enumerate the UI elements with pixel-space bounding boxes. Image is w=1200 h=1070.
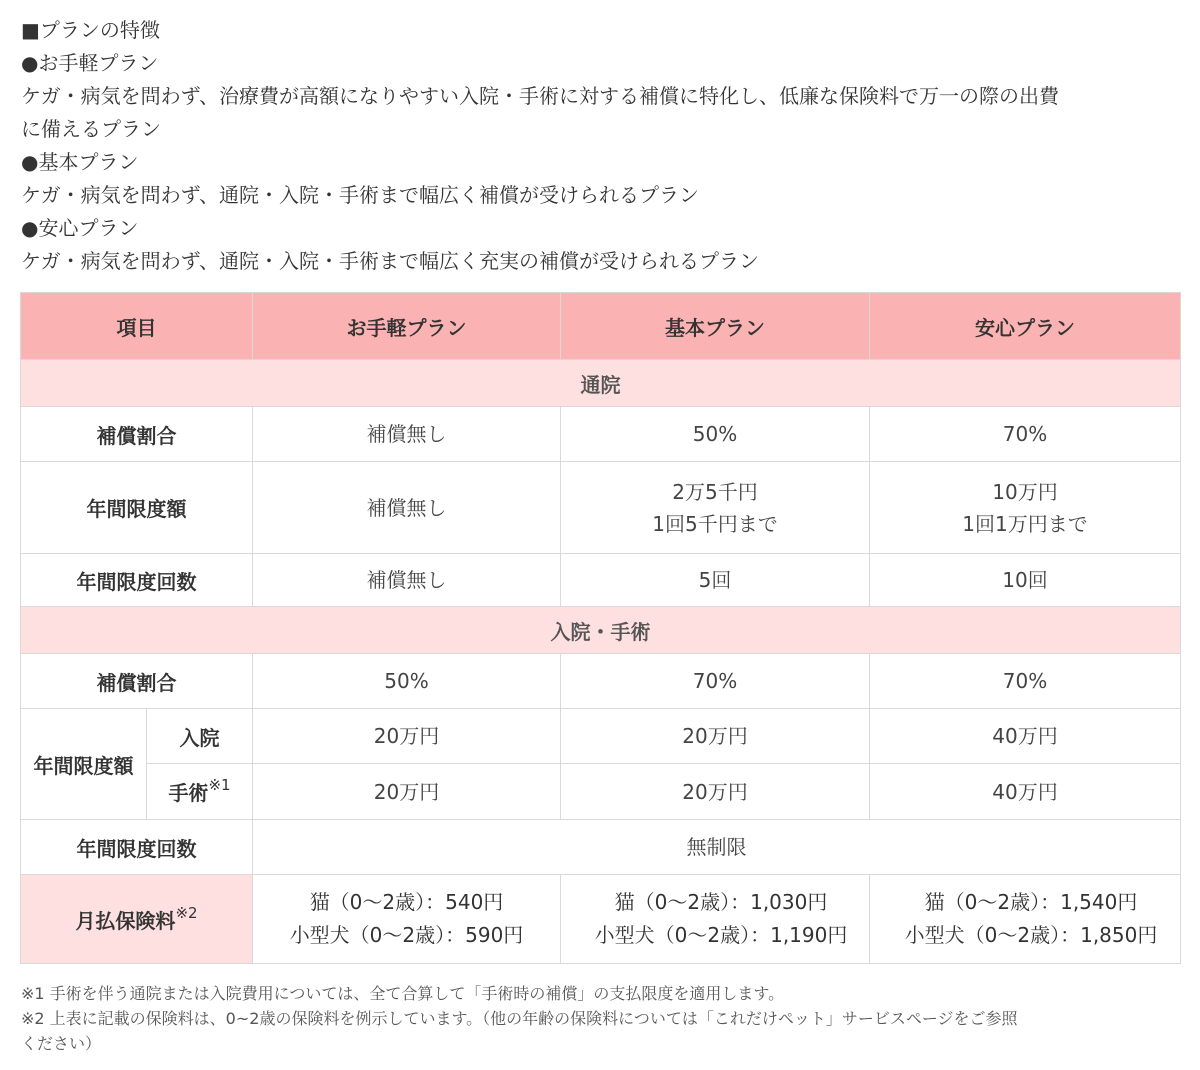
surgery-label-text: 手術: [168, 781, 209, 805]
plan-features-intro: [21, 14, 1181, 278]
plan1-description-line1: ケガ・病気を問わず、治療費が高額になりやすい入院・手術に対する補償に特化し、低廉な保険料で万一の際の出費: [21, 84, 1059, 108]
cell-value: 20万円: [561, 764, 870, 820]
cell-value: [253, 462, 561, 554]
table-row: [21, 654, 1181, 709]
row-label-outpatient-count: 年間限度回数: [21, 554, 253, 607]
table-header-row: [21, 293, 1181, 360]
plan1-description-line2: に備えるプラン: [21, 117, 161, 141]
cell-value: 補償無し: [253, 554, 561, 607]
cell-value: 40万円: [870, 764, 1181, 820]
features-heading: ■プランの特徴: [21, 18, 160, 42]
table-row: [21, 554, 1181, 607]
table-row: [21, 462, 1181, 554]
table-row: [21, 407, 1181, 462]
note-mark: ※2: [175, 903, 198, 922]
section-inpatient-surgery: 入院・手術: [21, 607, 1181, 654]
cell-value: 70%: [870, 654, 1181, 709]
plan3-title: ●安心プラン: [21, 216, 139, 240]
table-row-premium: [21, 875, 1181, 964]
cell-value: 補償無し: [253, 407, 561, 462]
cell-value: 20万円: [253, 709, 561, 764]
premium-label-text: 月払保険料: [75, 908, 176, 933]
premium-small-dog: 小型犬（0〜2歳）：1,190円: [594, 923, 848, 947]
cell-line: 1回5千円まで: [652, 511, 778, 536]
premium-cat: 猫（0〜2歳）：1,030円: [614, 890, 828, 914]
row-label-outpatient-ratio: 補償割合: [21, 407, 253, 462]
premium-cat: 猫（0〜2歳）：540円: [309, 890, 504, 914]
table-row: [21, 709, 1181, 764]
section-outpatient: 通院: [21, 360, 1181, 407]
section-row-outpatient: [21, 360, 1181, 407]
cell-value: 20万円: [253, 764, 561, 820]
cell-value: 5回: [561, 554, 870, 607]
row-label-monthly-premium: [21, 875, 253, 964]
footnote-2-line1: ※2 上表に記載の保険料は、0~2歳の保険料を例示しています。（他の年齢の保険料については「これだけペット」サービスページをご参照: [21, 1009, 1018, 1028]
premium-small-dog: 小型犬（0〜2歳）：590円: [289, 923, 524, 947]
cell-value: 70%: [561, 654, 870, 709]
row-label-inpatient-count: 年間限度回数: [21, 820, 253, 875]
footnote-2-line2: ください）: [21, 1034, 102, 1053]
section-row-inpatient: [21, 607, 1181, 654]
cell-line: 10万円: [992, 479, 1058, 504]
cell-value: 70%: [870, 407, 1181, 462]
cell-value: 20万円: [561, 709, 870, 764]
plan2-title: ●基本プラン: [21, 150, 139, 174]
premium-cell-premium: [870, 875, 1181, 964]
row-label-inpatient-ratio: 補償割合: [21, 654, 253, 709]
premium-cat: 猫（0〜2歳）：1,540円: [924, 890, 1138, 914]
header-plan-light: お手軽プラン: [253, 293, 561, 360]
footnote-1: ※1 手術を伴う通院または入院費用については、全て合算して「手術時の補償」の支払限度を適用します。: [21, 984, 785, 1003]
cell-value: [561, 462, 870, 554]
footnotes: [21, 981, 1181, 1056]
plan2-description: ケガ・病気を問わず、通院・入院・手術まで幅広く補償が受けられるプラン: [21, 183, 699, 207]
cell-value: 50%: [253, 654, 561, 709]
cell-line: 2万5千円: [672, 479, 758, 504]
plan1-title: ●お手軽プラン: [21, 51, 159, 75]
note-mark: ※1: [208, 776, 231, 794]
table-row: [21, 820, 1181, 875]
cell-value: 50%: [561, 407, 870, 462]
cell-value-unlimited: 無制限: [253, 820, 1181, 875]
premium-small-dog: 小型犬（0〜2歳）：1,850円: [904, 923, 1158, 947]
header-plan-premium: 安心プラン: [870, 293, 1181, 360]
row-label-outpatient-annual-limit: 年間限度額: [21, 462, 253, 554]
plan-comparison-table: [20, 292, 1181, 964]
header-plan-basic: 基本プラン: [561, 293, 870, 360]
row-sublabel-hospitalization: 入院: [147, 709, 253, 764]
header-item: 項目: [21, 293, 253, 360]
cell-line: 補償無し: [366, 495, 447, 520]
cell-line: 1回1万円まで: [962, 511, 1088, 536]
cell-value: 10回: [870, 554, 1181, 607]
cell-value: 40万円: [870, 709, 1181, 764]
premium-cell-basic: [561, 875, 870, 964]
row-sublabel-surgery: [147, 764, 253, 820]
table-row: [21, 764, 1181, 820]
row-label-inpatient-annual-limit: 年間限度額: [21, 709, 147, 820]
cell-value: [870, 462, 1181, 554]
plan3-description: ケガ・病気を問わず、通院・入院・手術まで幅広く充実の補償が受けられるプラン: [21, 249, 759, 273]
premium-cell-light: [253, 875, 561, 964]
